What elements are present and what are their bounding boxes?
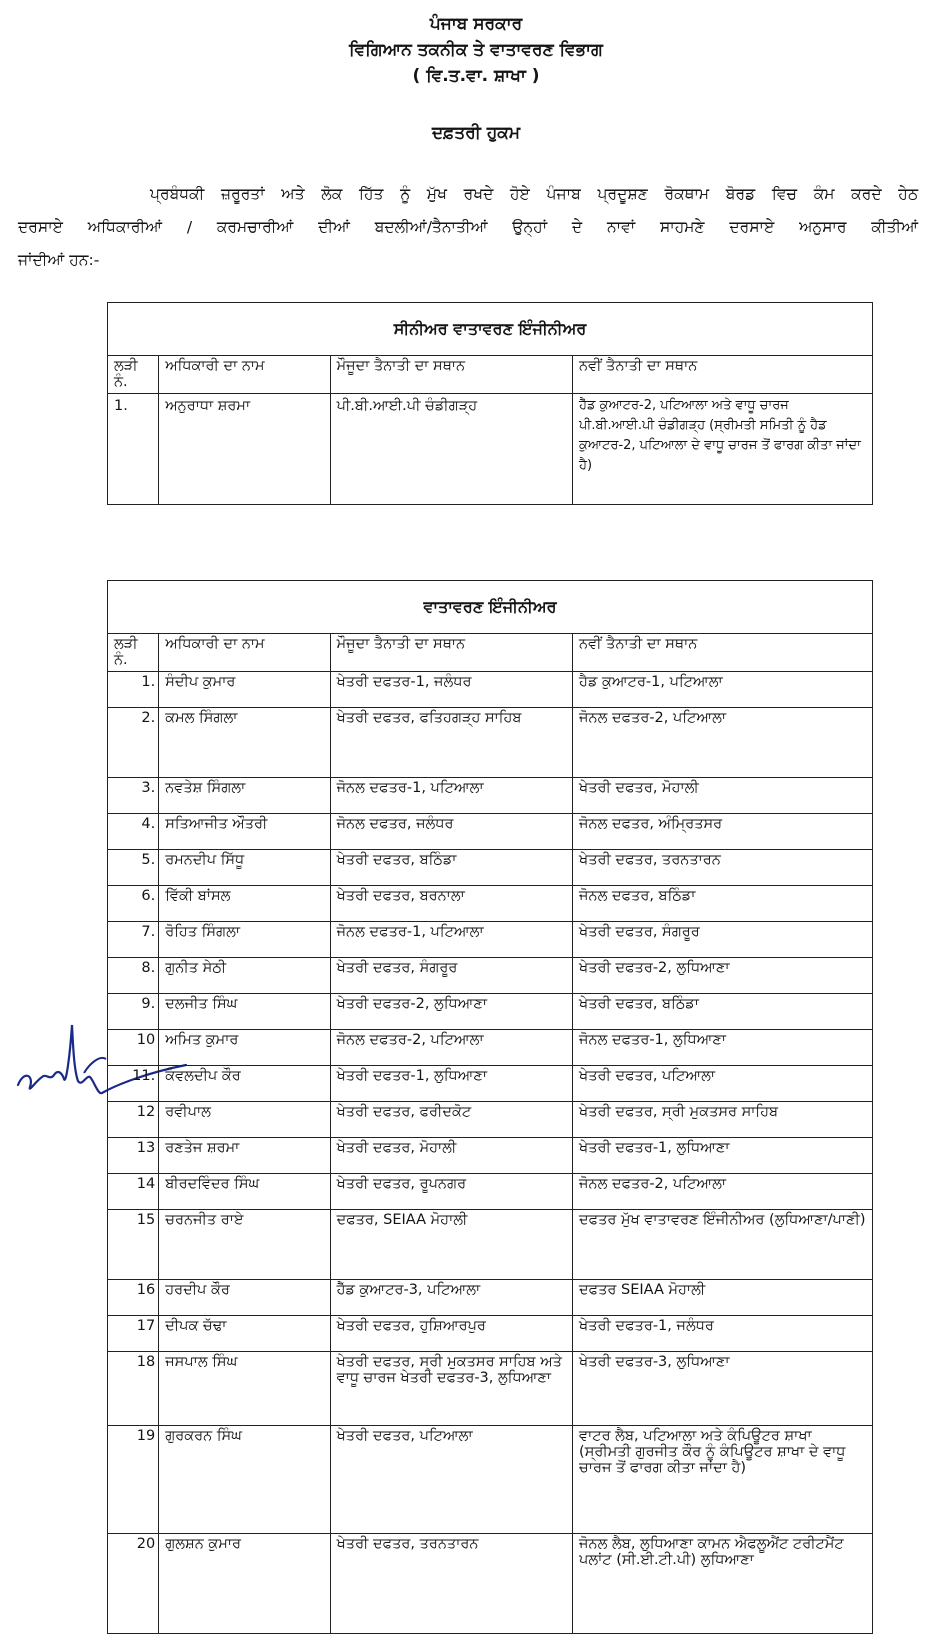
- cell-current: ਖੇਤਰੀ ਦਫਤਰ, ਰੂਪਨਗਰ: [330, 1174, 572, 1210]
- env-section-title: ਵਾਤਾਵਰਣ ਇੰਜੀਨੀਅਰ: [108, 581, 873, 634]
- cell-new: ਖੇਤਰੀ ਦਫਤਰ-1, ਲੁਧਿਆਣਾ: [573, 1138, 873, 1174]
- branch-name: ( ਵਿ.ਤ.ਵਾ. ਸ਼ਾਖਾ ): [412, 66, 540, 86]
- cell-current: ਖੇਤਰੀ ਦਫਤਰ, ਮੋਹਾਲੀ: [330, 1138, 572, 1174]
- cell-name: ਦਲਜੀਤ ਸਿੰਘ: [159, 994, 330, 1030]
- table-row: [108, 886, 873, 922]
- cell-current: ਦਫਤਰ, SEIAA ਮੋਹਾਲੀ: [330, 1210, 572, 1280]
- cell-current: ਹੈੱਡ ਕੁਆਟਰ-3, ਪਟਿਆਲਾ: [330, 1280, 572, 1316]
- cell-name: ਰਵੀਪਾਲ: [159, 1102, 330, 1138]
- intro-line-2: ਦਰਸਾਏ ਅਧਿਕਾਰੀਆਂ / ਕਰਮਚਾਰੀਆਂ ਦੀਆਂ ਬਦਲੀਆਂ/ਤੈਨਾਤੀਆਂ ਉਨ੍ਹਾਂ ਦੇ ਨਾਵਾਂ ਸਾਹਮਣੇ ਦਰਸਾਏ ਅਨੁਸਾਰ ਕੀਤੀਆਂ: [18, 218, 918, 236]
- table-row: [108, 994, 873, 1030]
- cell-new: ਜੋਨਲ ਦਫਤਰ-1, ਲੁਧਿਆਣਾ: [573, 1030, 873, 1066]
- cell-new: ਖੇਤਰੀ ਦਫਤਰ-3, ਲੁਧਿਆਣਾ: [573, 1352, 873, 1426]
- cell-current: ਜੋਨਲ ਦਫਤਰ-1, ਪਟਿਆਲਾ: [330, 922, 572, 958]
- cell-name: ਹਰਦੀਪ ਕੌਰ: [159, 1280, 330, 1316]
- table-row: [108, 814, 873, 850]
- cell-current: ਖੇਤਰੀ ਦਫਤਰ-2, ਲੁਧਿਆਣਾ: [330, 994, 572, 1030]
- cell-sn: 19: [108, 1426, 159, 1534]
- cell-sn: 13: [108, 1138, 159, 1174]
- cell-sn: 6.: [108, 886, 159, 922]
- cell-sn: 1.: [108, 394, 159, 505]
- table-row: [108, 1280, 873, 1316]
- table-row: [108, 1426, 873, 1534]
- cell-new: ਜੋਨਲ ਲੈਬ, ਲੁਧਿਆਣਾ ਕਾਮਨ ਐਫਲੂਐਂਟ ਟਰੀਟਮੈਂਟ ਪਲਾਂਟ (ਸੀ.ਈ.ਟੀ.ਪੀ) ਲੁਧਿਆਣਾ: [573, 1534, 873, 1634]
- cell-current: ਖੇਤਰੀ ਦਫਤਰ, ਫਤਿਹਗੜ੍ਹ ਸਾਹਿਬ: [330, 708, 572, 778]
- cell-new: ਵਾਟਰ ਲੈਬ, ਪਟਿਆਲਾ ਅਤੇ ਕੰਪਿਊਟਰ ਸ਼ਾਖਾ (ਸ੍ਰੀਮਤੀ ਗੁਰਜੀਤ ਕੌਰ ਨੂੰ ਕੰਪਿਊਟਰ ਸ਼ਾਖਾ ਦੇ ਵਾਧੂ ਚਾਰਜ ਤੋਂ ਫਾਰਗ ਕੀਤਾ ਜਾਂਦਾ ਹੈ): [573, 1426, 873, 1534]
- cell-current: ਖੇਤਰੀ ਦਫਤਰ-1, ਲੁਧਿਆਣਾ: [330, 1066, 572, 1102]
- cell-current: ਖੇਤਰੀ ਦਫਤਰ-1, ਜਲੰਧਰ: [330, 672, 572, 708]
- cell-sn: 17: [108, 1316, 159, 1352]
- cell-current: ਜੋਨਲ ਦਫਤਰ-2, ਪਟਿਆਲਾ: [330, 1030, 572, 1066]
- cell-sn: 4.: [108, 814, 159, 850]
- cell-new: ਜੋਨਲ ਦਫਤਰ-2, ਪਟਿਆਲਾ: [573, 1174, 873, 1210]
- cell-new: ਜੋਨਲ ਦਫਤਰ-2, ਪਟਿਆਲਾ: [573, 708, 873, 778]
- cell-current: ਜੋਨਲ ਦਫਤਰ-1, ਪਟਿਆਲਾ: [330, 778, 572, 814]
- table-row: [108, 1316, 873, 1352]
- table-row: [108, 1210, 873, 1280]
- cell-new: ਖੇਤਰੀ ਦਫਤਰ, ਸ੍ਰੀ ਮੁਕਤਸਰ ਸਾਹਿਬ: [573, 1102, 873, 1138]
- senior-header-row: [108, 356, 873, 394]
- cell-name: ਨਵਤੇਸ਼ ਸਿੰਗਲਾ: [159, 778, 330, 814]
- cell-name: ਚਰਨਜੀਤ ਰਾਏ: [159, 1210, 330, 1280]
- table-row: [108, 672, 873, 708]
- cell-sn: 11.: [108, 1066, 159, 1102]
- table-row: [108, 958, 873, 994]
- cell-name: ਜਸਪਾਲ ਸਿੰਘ: [159, 1352, 330, 1426]
- cell-sn: 8.: [108, 958, 159, 994]
- cell-sn: 12: [108, 1102, 159, 1138]
- cell-new: ਖੇਤਰੀ ਦਫਤਰ, ਸੰਗਰੂਰ: [573, 922, 873, 958]
- header-current: ਮੌਜੂਦਾ ਤੈਨਾਤੀ ਦਾ ਸਥਾਨ: [330, 634, 572, 672]
- cell-new: ਦਫਤਰ SEIAA ਮੋਹਾਲੀ: [573, 1280, 873, 1316]
- cell-current: ਜੋਨਲ ਦਫਤਰ, ਜਲੰਧਰ: [330, 814, 572, 850]
- cell-sn: 14: [108, 1174, 159, 1210]
- senior-section-title: ਸੀਨੀਅਰ ਵਾਤਾਵਰਣ ਇੰਜੀਨੀਅਰ: [108, 303, 873, 356]
- cell-sn: 3.: [108, 778, 159, 814]
- cell-name: ਕੰਵਲਦੀਪ ਕੌਰ: [159, 1066, 330, 1102]
- cell-new: ਖੇਤਰੀ ਦਫਤਰ, ਤਰਨਤਾਰਨ: [573, 850, 873, 886]
- cell-current: ਖੇਤਰੀ ਦਫਤਰ, ਪਟਿਆਲਾ: [330, 1426, 572, 1534]
- cell-new: ਜੋਨਲ ਦਫਤਰ, ਅੰਮ੍ਰਿਤਸਰ: [573, 814, 873, 850]
- header-sn: ਲੜੀ ਨੰ.: [108, 634, 159, 672]
- header-sn: ਲੜੀ ਨੰ.: [108, 356, 159, 394]
- cell-current: ਪੀ.ਬੀ.ਆਈ.ਪੀ ਚੰਡੀਗੜ੍ਹ: [330, 394, 572, 505]
- header-new: ਨਵੀਂ ਤੈਨਾਤੀ ਦਾ ਸਥਾਨ: [573, 634, 873, 672]
- intro-line-1: ਪ੍ਰਬੰਧਕੀ ਜ਼ਰੂਰਤਾਂ ਅਤੇ ਲੋਕ ਹਿੱਤ ਨੂੰ ਮੁੱਖ ਰਖਦੇ ਹੋਏ ਪੰਜਾਬ ਪ੍ਰਦੂਸ਼ਣ ਰੋਕਥਾਮ ਬੋਰਡ ਵਿਚ ਕੰਮ ਕਰਦੇ ਹੇਠ: [150, 185, 918, 203]
- table-row: [108, 708, 873, 778]
- cell-sn: 5.: [108, 850, 159, 886]
- cell-name: ਰੋਹਿਤ ਸਿੰਗਲਾ: [159, 922, 330, 958]
- env-header-row: [108, 634, 873, 672]
- cell-new: ਹੈੱਡ ਕੁਆਟਰ-2, ਪਟਿਆਲਾ ਅਤੇ ਵਾਧੂ ਚਾਰਜ ਪੀ.ਬੀ.ਆਈ.ਪੀ ਚੰਡੀਗੜ੍ਹ (ਸ੍ਰੀਮਤੀ ਸਮਿਤੀ ਨੂੰ ਹੈਡ ਕੁਆਟਰ-2, ਪਟਿਆਲਾ ਦੇ ਵਾਧੂ ਚਾਰਜ ਤੋਂ ਫਾਰਗ ਕੀਤਾ ਜਾਂਦਾ ਹੈ): [573, 394, 873, 505]
- govt-name: ਪੰਜਾਬ ਸਰਕਾਰ: [429, 14, 523, 34]
- cell-name: ਗੁਨੀਤ ਸੇਠੀ: [159, 958, 330, 994]
- header-name: ਅਧਿਕਾਰੀ ਦਾ ਨਾਮ: [159, 634, 330, 672]
- cell-new: ਖੇਤਰੀ ਦਫਤਰ-1, ਜਲੰਧਰ: [573, 1316, 873, 1352]
- senior-engineer-table: [107, 302, 873, 505]
- cell-sn: 16: [108, 1280, 159, 1316]
- table-row: [108, 1138, 873, 1174]
- cell-new: ਖੇਤਰੀ ਦਫਤਰ, ਬਠਿੰਡਾ: [573, 994, 873, 1030]
- cell-name: ਸਤਿਆਜੀਤ ਔਤਰੀ: [159, 814, 330, 850]
- cell-name: ਰਣਤੇਜ ਸ਼ਰਮਾ: [159, 1138, 330, 1174]
- header-current: ਮੌਜੂਦਾ ਤੈਨਾਤੀ ਦਾ ਸਥਾਨ: [330, 356, 572, 394]
- cell-current: ਖੇਤਰੀ ਦਫਤਰ, ਤਰਨਤਾਰਨ: [330, 1534, 572, 1634]
- table-row: [108, 922, 873, 958]
- table-row: [108, 1102, 873, 1138]
- cell-name: ਅਮਿਤ ਕੁਮਾਰ: [159, 1030, 330, 1066]
- cell-current: ਖੇਤਰੀ ਦਫਤਰ, ਬਰਨਾਲਾ: [330, 886, 572, 922]
- cell-new: ਹੈਡ ਕੁਆਟਰ-1, ਪਟਿਆਲਾ: [573, 672, 873, 708]
- cell-name: ਵਿੱਕੀ ਬਾਂਸਲ: [159, 886, 330, 922]
- cell-sn: 2.: [108, 708, 159, 778]
- cell-new: ਖੇਤਰੀ ਦਫਤਰ, ਮੋਹਾਲੀ: [573, 778, 873, 814]
- cell-current: ਖੇਤਰੀ ਦਫਤਰ, ਬਠਿੰਡਾ: [330, 850, 572, 886]
- header-name: ਅਧਿਕਾਰੀ ਦਾ ਨਾਮ: [159, 356, 330, 394]
- cell-sn: 10: [108, 1030, 159, 1066]
- cell-name: ਰਮਨਦੀਪ ਸਿੱਧੂ: [159, 850, 330, 886]
- cell-name: ਅਨੁਰਾਧਾ ਸ਼ਰਮਾ: [159, 394, 330, 505]
- cell-new: ਜੋਨਲ ਦਫਤਰ, ਬਠਿੰਡਾ: [573, 886, 873, 922]
- table-row: [108, 850, 873, 886]
- intro-line-3: ਜਾਂਦੀਆਂ ਹਨ:-: [18, 251, 100, 269]
- cell-current: ਖੇਤਰੀ ਦਫਤਰ, ਹੁਸ਼ਿਆਰਪੁਰ: [330, 1316, 572, 1352]
- cell-sn: 9.: [108, 994, 159, 1030]
- cell-name: ਸੰਦੀਪ ਕੁਮਾਰ: [159, 672, 330, 708]
- cell-current: ਖੇਤਰੀ ਦਫਤਰ, ਸੰਗਰੂਰ: [330, 958, 572, 994]
- table-row: [108, 778, 873, 814]
- env-engineer-table: [107, 580, 873, 1634]
- cell-sn: 18: [108, 1352, 159, 1426]
- cell-new: ਖੇਤਰੀ ਦਫਤਰ, ਪਟਿਆਲਾ: [573, 1066, 873, 1102]
- cell-sn: 7.: [108, 922, 159, 958]
- intro-paragraph: [18, 178, 918, 277]
- table-row: [108, 1174, 873, 1210]
- table-row: [108, 1030, 873, 1066]
- department-name: ਵਿਗਿਆਨ ਤਕਨੀਕ ਤੇ ਵਾਤਾਵਰਣ ਵਿਭਾਗ: [349, 40, 603, 60]
- table-row: [108, 1066, 873, 1102]
- cell-name: ਕਮਲ ਸਿੰਗਲਾ: [159, 708, 330, 778]
- cell-name: ਗੁਲਸ਼ਨ ਕੁਮਾਰ: [159, 1534, 330, 1634]
- cell-current: ਖੇਤਰੀ ਦਫਤਰ, ਫਰੀਦਕੋਟ: [330, 1102, 572, 1138]
- cell-current: ਖੇਤਰੀ ਦਫਤਰ, ਸ੍ਰੀ ਮੁਕਤਸਰ ਸਾਹਿਬ ਅਤੇ ਵਾਧੂ ਚਾਰਜ ਖੇਤਰੀ ਦਫਤਰ-3, ਲੁਧਿਆਣਾ: [330, 1352, 572, 1426]
- header-new: ਨਵੀਂ ਤੈਨਾਤੀ ਦਾ ਸਥਾਨ: [573, 356, 873, 394]
- table-row: [108, 1352, 873, 1426]
- table-row: [108, 394, 873, 505]
- table-row: [108, 1534, 873, 1634]
- cell-new: ਦਫਤਰ ਮੁੱਖ ਵਾਤਾਵਰਣ ਇੰਜੀਨੀਅਰ (ਲੁਧਿਆਣਾ/ਪਾਣੀ): [573, 1210, 873, 1280]
- cell-new: ਖੇਤਰੀ ਦਫਤਰ-2, ਲੁਧਿਆਣਾ: [573, 958, 873, 994]
- order-title: ਦਫ਼ਤਰੀ ਹੁਕਮ: [431, 123, 521, 143]
- cell-sn: 15: [108, 1210, 159, 1280]
- cell-name: ਬੀਰਦਵਿੰਦਰ ਸਿੰਘ: [159, 1174, 330, 1210]
- cell-name: ਦੀਪਕ ਚੱਢਾ: [159, 1316, 330, 1352]
- cell-sn: 1.: [108, 672, 159, 708]
- cell-sn: 20: [108, 1534, 159, 1634]
- cell-name: ਗੁਰਕਰਨ ਸਿੰਘ: [159, 1426, 330, 1534]
